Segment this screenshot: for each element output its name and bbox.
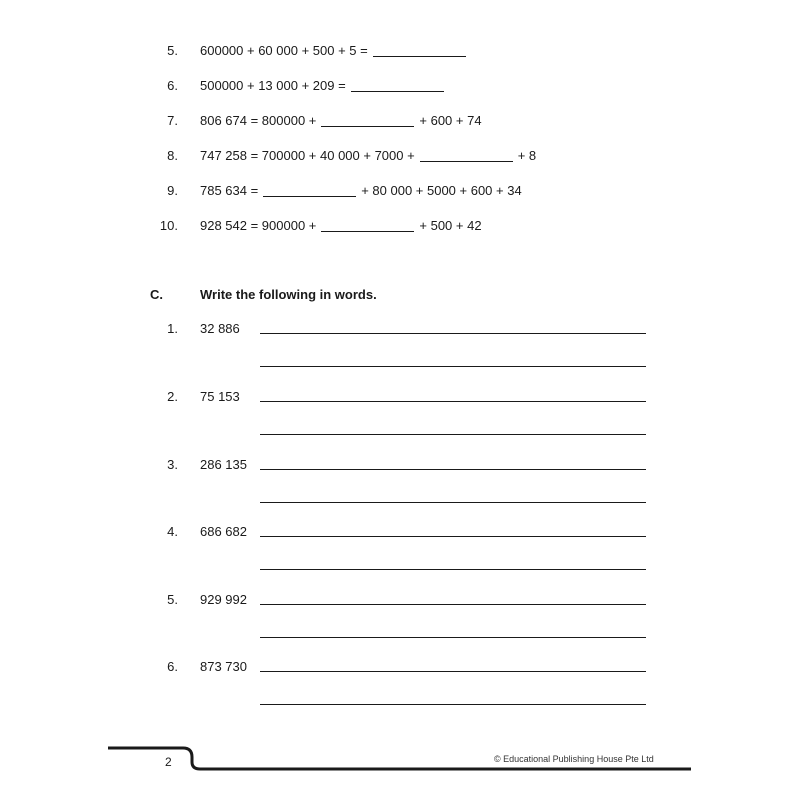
equation-text: 806 674 = 800000 + bbox=[200, 113, 317, 128]
number-to-write: 32 886 bbox=[200, 321, 240, 336]
question-number: 6. bbox=[167, 659, 178, 674]
equation-text: 600000 + 60 000 + 500 + 5 = bbox=[200, 43, 368, 58]
equation-text: + 8 bbox=[517, 148, 537, 163]
equation-number: 6. bbox=[167, 78, 178, 93]
question-number: 5. bbox=[167, 592, 178, 607]
equation-text: + 80 000 + 5000 + 600 + 34 bbox=[361, 183, 522, 198]
equation-number: 7. bbox=[167, 113, 178, 128]
equation-text: + 500 + 42 bbox=[419, 218, 482, 233]
question-number: 2. bbox=[167, 389, 178, 404]
section-letter: C. bbox=[150, 287, 163, 302]
equation-number: 9. bbox=[167, 183, 178, 198]
question-number: 3. bbox=[167, 457, 178, 472]
equation-text: 928 542 = 900000 + bbox=[200, 218, 317, 233]
equation-text: 500000 + 13 000 + 209 = bbox=[200, 78, 346, 93]
equation-text: 785 634 = bbox=[200, 183, 259, 198]
equation-number: 10. bbox=[159, 218, 178, 233]
number-to-write: 873 730 bbox=[200, 659, 247, 674]
equation-number: 8. bbox=[167, 148, 178, 163]
section-title: Write the following in words. bbox=[200, 287, 377, 302]
copyright-notice: © Educational Publishing House Pte Ltd bbox=[494, 754, 654, 764]
equation-number: 5. bbox=[167, 43, 178, 58]
question-number: 1. bbox=[167, 321, 178, 336]
question-number: 4. bbox=[167, 524, 178, 539]
equation-text: + 600 + 74 bbox=[419, 113, 482, 128]
page-number: 2 bbox=[165, 755, 172, 769]
equation-text: 747 258 = 700000 + 40 000 + 7000 + bbox=[200, 148, 415, 163]
number-to-write: 686 682 bbox=[200, 524, 247, 539]
number-to-write: 286 135 bbox=[200, 457, 247, 472]
number-to-write: 75 153 bbox=[200, 389, 240, 404]
number-to-write: 929 992 bbox=[200, 592, 247, 607]
